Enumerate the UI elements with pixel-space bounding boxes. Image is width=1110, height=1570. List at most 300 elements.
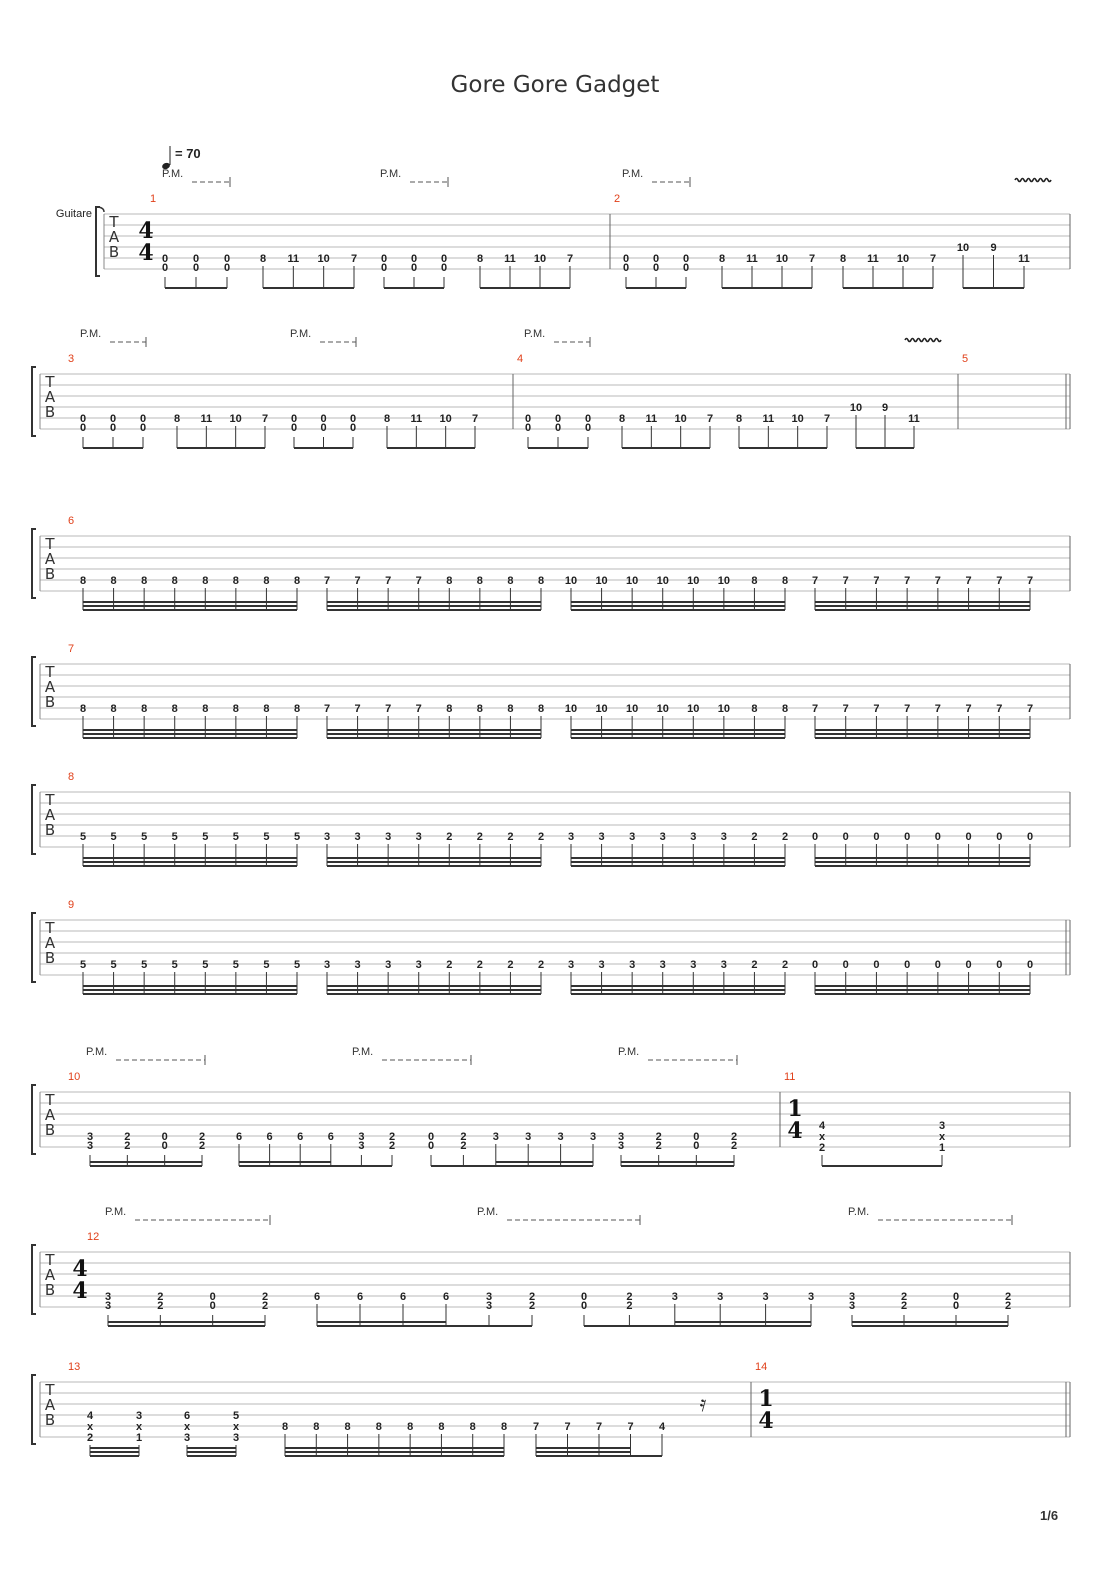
tab-letter-b: B [44, 821, 56, 839]
fret-number: 0 [811, 831, 819, 843]
fret-number: 7 [415, 703, 422, 715]
fret-number: 0 [223, 253, 231, 265]
system-bracket [32, 785, 36, 854]
fret-number: 10 [229, 413, 242, 425]
fret-number: 7 [566, 253, 574, 265]
fret-number: 2 [626, 1291, 633, 1303]
fret-number: 8 [263, 575, 270, 587]
fret-number: 5 [293, 831, 301, 843]
fret-number: 5 [141, 959, 148, 971]
time-signature-bottom: 4 [138, 240, 154, 266]
fret-number: 10 [775, 253, 789, 265]
fret-number: 8 [751, 575, 758, 587]
fret-number: 10 [896, 253, 910, 265]
fret-number: 7 [811, 703, 819, 715]
fret-number: 0 [290, 422, 298, 434]
fret-number: 0 [524, 422, 532, 434]
fret-number: 2 [388, 1140, 396, 1152]
fret-number: 2 [537, 959, 545, 971]
fret-number: 11 [504, 253, 516, 265]
fret-number: 5 [293, 959, 301, 971]
fret-number: 0 [349, 422, 357, 434]
tab-letter-b: B [44, 949, 56, 967]
dead-note: x [86, 1421, 94, 1433]
palm-mute-label: P.M. [162, 168, 184, 180]
fret-number: 0 [349, 413, 357, 425]
tab-letter-t: T [109, 213, 119, 231]
fret-number: 7 [595, 1421, 603, 1433]
fret-number: 0 [192, 262, 200, 274]
fret-number: 8 [839, 253, 847, 265]
fret-number: 8 [718, 253, 726, 265]
fret-number: 6 [235, 1131, 243, 1143]
tab-letter-a: A [44, 934, 56, 952]
system-bracket [32, 913, 36, 982]
fret-number: 0 [584, 422, 592, 434]
tab-letter-t: T [45, 373, 55, 391]
fret-number: 10 [687, 575, 700, 587]
fret-number: 3 [232, 1432, 240, 1444]
tab-letter-a: A [44, 1396, 56, 1414]
fret-number: 2 [388, 1131, 396, 1143]
fret-number: 7 [823, 413, 831, 425]
fret-number: 0 [693, 1131, 700, 1143]
fret-number: 8 [281, 1421, 289, 1433]
fret-number: 8 [618, 413, 626, 425]
fret-number: 6 [183, 1410, 191, 1422]
fret-number: 11 [410, 413, 423, 425]
fret-number: 10 [533, 253, 547, 265]
fret-number: 8 [141, 575, 148, 587]
fret-number: 8 [79, 703, 87, 715]
fret-number: 3 [323, 959, 331, 971]
fret-number: 5 [171, 959, 178, 971]
fret-number: 8 [171, 575, 178, 587]
fret-number: 8 [375, 1421, 382, 1433]
fret-number: 7 [873, 703, 880, 715]
fret-number: 7 [350, 253, 358, 265]
fret-number: 7 [904, 575, 911, 587]
fret-number: 3 [690, 959, 697, 971]
fret-number: 3 [720, 959, 727, 971]
fret-number: 0 [161, 1140, 168, 1152]
fret-number: 3 [86, 1131, 94, 1143]
fret-number: 0 [934, 959, 941, 971]
fret-number: 10 [849, 402, 863, 414]
fret-number: 8 [232, 703, 239, 715]
tab-letter-t: T [45, 1091, 55, 1109]
fret-number: 8 [446, 575, 453, 587]
fret-number: 0 [811, 959, 819, 971]
fret-number: 3 [629, 831, 636, 843]
fret-number: 7 [965, 575, 972, 587]
fret-number: 0 [965, 831, 972, 843]
fret-number: 7 [261, 413, 269, 425]
fret-number: 0 [440, 262, 448, 274]
fret-number: 10 [656, 575, 669, 587]
fret-number: 3 [104, 1291, 112, 1303]
fret-number: 3 [86, 1140, 94, 1152]
fret-number: 10 [717, 575, 730, 587]
fret-number: 2 [751, 959, 758, 971]
fret-number: 5 [110, 831, 117, 843]
fret-number: 0 [427, 1140, 435, 1152]
fret-number: 3 [525, 1131, 532, 1143]
fret-number: 2 [1004, 1300, 1012, 1312]
tab-letter-b: B [44, 1281, 56, 1299]
fret-number: 2 [446, 831, 453, 843]
fret-number: 8 [263, 703, 270, 715]
tab-letter-b: B [108, 243, 120, 261]
fret-number: 0 [904, 959, 911, 971]
fret-number: 8 [383, 413, 391, 425]
fret-number: 3 [567, 831, 575, 843]
fret-number: 8 [79, 575, 87, 587]
dead-note: x [938, 1131, 946, 1143]
fret-number: 11 [762, 413, 775, 425]
fret-number: 7 [354, 575, 361, 587]
measure-number: 7 [68, 643, 75, 655]
palm-mute-label: P.M. [524, 328, 546, 340]
fret-number: 3 [104, 1300, 112, 1312]
fret-number: 8 [344, 1421, 351, 1433]
palm-mute-label: P.M. [477, 1206, 499, 1218]
fret-number: 8 [110, 575, 117, 587]
fret-number: 0 [842, 831, 849, 843]
tab-letter-b: B [44, 1121, 56, 1139]
fret-number: 0 [161, 1131, 168, 1143]
tab-letter-t: T [45, 791, 55, 809]
fret-number: 0 [1026, 831, 1034, 843]
system-bracket [32, 1085, 36, 1154]
tab-letter-t: T [45, 1251, 55, 1269]
fret-number: 7 [385, 575, 392, 587]
fret-number: 2 [460, 1131, 467, 1143]
fret-number: 7 [996, 703, 1003, 715]
fret-number: 6 [266, 1131, 273, 1143]
fret-number: 3 [485, 1300, 493, 1312]
fret-number: 0 [652, 262, 660, 274]
fret-number: 0 [109, 413, 117, 425]
palm-mute-label: P.M. [848, 1206, 870, 1218]
fret-number: 6 [313, 1291, 321, 1303]
fret-number: 5 [79, 831, 87, 843]
fret-number: 8 [313, 1421, 320, 1433]
page-number: 1/6 [1040, 1508, 1059, 1523]
fret-number: 3 [848, 1291, 856, 1303]
fret-number: 8 [537, 703, 545, 715]
fret-number: 5 [202, 959, 209, 971]
fret-number: 3 [358, 1131, 365, 1143]
fret-number: 10 [564, 575, 578, 587]
fret-number: 0 [580, 1291, 588, 1303]
fret-number: 0 [622, 262, 630, 274]
fret-number: 3 [617, 1131, 625, 1143]
fret-number: 3 [598, 959, 605, 971]
fret-number: 10 [564, 703, 578, 715]
fret-number: 3 [358, 1140, 365, 1152]
fret-number: 7 [415, 575, 422, 587]
fret-number: 8 [293, 703, 301, 715]
tab-letter-a: A [44, 550, 56, 568]
fret-number: 3 [492, 1131, 499, 1143]
fret-number: 10 [439, 413, 452, 425]
fret-number: 5 [202, 831, 209, 843]
fret-number: 5 [232, 1410, 240, 1422]
fret-number: 0 [440, 253, 448, 265]
fret-number: 8 [202, 575, 209, 587]
fret-number: 9 [990, 242, 997, 254]
fret-number: 3 [354, 959, 361, 971]
palm-mute-label: P.M. [290, 328, 312, 340]
fret-number: 2 [124, 1131, 131, 1143]
measure-number: 6 [68, 515, 75, 527]
fret-number: 7 [808, 253, 816, 265]
fret-number: 0 [584, 413, 592, 425]
fret-number: 10 [674, 413, 687, 425]
tab-letter-t: T [45, 535, 55, 553]
fret-number: 3 [720, 831, 727, 843]
fret-number: 3 [848, 1300, 856, 1312]
system-bracket [32, 1245, 36, 1314]
fret-number: 5 [263, 831, 270, 843]
fret-number: 0 [682, 262, 690, 274]
measure-number: 1 [150, 193, 157, 205]
tab-letter-a: A [44, 1106, 56, 1124]
fret-number: 8 [202, 703, 209, 715]
fret-number: 7 [904, 703, 911, 715]
time-signature-bottom: 4 [72, 1278, 88, 1304]
fret-number: 0 [842, 959, 849, 971]
fret-number: 8 [507, 703, 514, 715]
fret-number: 6 [442, 1291, 450, 1303]
fret-number: 2 [446, 959, 453, 971]
fret-number: 0 [873, 959, 880, 971]
tab-letter-t: T [45, 663, 55, 681]
fret-number: 2 [157, 1291, 164, 1303]
fret-number: 8 [500, 1421, 508, 1433]
fret-number: 11 [1018, 253, 1030, 265]
system-bracket [32, 657, 36, 726]
fret-number: 0 [952, 1300, 960, 1312]
fret-number: 3 [485, 1291, 493, 1303]
fret-number: 0 [952, 1291, 960, 1303]
fret-number: 0 [380, 262, 388, 274]
fret-number: 0 [410, 262, 418, 274]
fret-number: 3 [671, 1291, 678, 1303]
fret-number: 2 [781, 959, 789, 971]
fret-number: 5 [232, 831, 239, 843]
fret-number: 8 [781, 703, 789, 715]
fret-number: 2 [261, 1300, 269, 1312]
palm-mute-label: P.M. [622, 168, 644, 180]
fret-number: 2 [198, 1140, 206, 1152]
fret-number: 8 [259, 253, 267, 265]
fret-number: 0 [209, 1300, 216, 1312]
fret-number: 5 [263, 959, 270, 971]
fret-number: 0 [554, 413, 562, 425]
fret-number: 7 [564, 1421, 571, 1433]
measure-number: 10 [68, 1071, 81, 1083]
fret-number: 10 [595, 575, 608, 587]
palm-mute-label: P.M. [105, 1206, 127, 1218]
fret-number: 7 [996, 575, 1003, 587]
fret-number: 5 [232, 959, 239, 971]
measure-number: 13 [68, 1361, 81, 1373]
fret-number: 1 [938, 1142, 946, 1154]
fret-number: 0 [554, 422, 562, 434]
time-signature-top: 1 [787, 1096, 803, 1122]
fret-number: 8 [141, 703, 148, 715]
fret-number: 0 [139, 422, 147, 434]
fret-number: 2 [730, 1140, 738, 1152]
fret-number: 0 [996, 959, 1003, 971]
fret-number: 0 [652, 253, 660, 265]
fret-number: 10 [687, 703, 700, 715]
fret-number: 0 [1026, 959, 1034, 971]
fret-number: 7 [1026, 703, 1034, 715]
fret-number: 4 [658, 1421, 666, 1433]
fret-number: 7 [323, 575, 331, 587]
fret-number: 4 [818, 1120, 826, 1132]
tab-letter-b: B [44, 1411, 56, 1429]
fret-number: 4 [86, 1410, 94, 1422]
fret-number: 3 [659, 831, 666, 843]
fret-number: 0 [380, 253, 388, 265]
dead-note: x [232, 1421, 240, 1433]
palm-mute-label: P.M. [80, 328, 102, 340]
fret-number: 2 [537, 831, 545, 843]
fret-number: 0 [996, 831, 1003, 843]
system-bracket [32, 529, 36, 598]
fret-number: 8 [407, 1421, 414, 1433]
fret-number: 10 [317, 253, 330, 265]
fret-number: 3 [135, 1410, 143, 1422]
fret-number: 8 [751, 703, 758, 715]
vibrato-mark [1015, 179, 1051, 182]
fret-number: 8 [537, 575, 545, 587]
fret-number: 0 [693, 1140, 700, 1152]
tab-letter-a: A [44, 388, 56, 406]
fret-number: 7 [929, 253, 937, 265]
fret-number: 10 [791, 413, 804, 425]
fret-number: 0 [934, 831, 941, 843]
fret-number: 8 [476, 253, 484, 265]
fret-number: 10 [717, 703, 730, 715]
fret-number: 7 [873, 575, 880, 587]
tab-letter-a: A [44, 678, 56, 696]
fret-number: 0 [524, 413, 532, 425]
fret-number: 10 [656, 703, 669, 715]
fret-number: 2 [900, 1291, 908, 1303]
fret-number: 2 [626, 1300, 633, 1312]
fret-number: 6 [356, 1291, 364, 1303]
fret-number: 7 [354, 703, 361, 715]
measure-number: 12 [87, 1231, 100, 1243]
fret-number: 0 [161, 253, 169, 265]
fret-number: 5 [79, 959, 87, 971]
fret-number: 0 [580, 1300, 588, 1312]
fret-number: 8 [446, 703, 453, 715]
measure-number: 9 [68, 899, 75, 911]
fret-number: 0 [904, 831, 911, 843]
palm-mute-label: P.M. [352, 1046, 374, 1058]
measure-number: 5 [962, 353, 969, 365]
fret-number: 2 [476, 959, 483, 971]
tab-letter-t: T [45, 919, 55, 937]
fret-number: 2 [507, 959, 514, 971]
fret-number: 7 [842, 575, 849, 587]
measure-number: 8 [68, 771, 75, 783]
fret-number: 8 [476, 575, 483, 587]
time-signature-top: 4 [72, 1256, 88, 1282]
fret-number: 3 [415, 959, 422, 971]
fret-number: 7 [842, 703, 849, 715]
vibrato-mark [905, 339, 941, 342]
fret-number: 2 [730, 1131, 738, 1143]
fret-number: 2 [751, 831, 758, 843]
palm-mute-label: P.M. [618, 1046, 640, 1058]
fret-number: 5 [141, 831, 148, 843]
tab-letter-t: T [45, 1381, 55, 1399]
fret-number: 2 [655, 1131, 662, 1143]
fret-number: 8 [110, 703, 117, 715]
fret-number: 0 [622, 253, 630, 265]
fret-number: 1 [135, 1432, 143, 1444]
fret-number: 8 [735, 413, 743, 425]
fret-number: 11 [746, 253, 758, 265]
fret-number: 7 [471, 413, 479, 425]
fret-number: 0 [161, 262, 169, 274]
fret-number: 3 [659, 959, 666, 971]
fret-number: 0 [427, 1131, 435, 1143]
dead-note: x [135, 1421, 143, 1433]
fret-number: 2 [198, 1131, 206, 1143]
fret-number: 3 [589, 1131, 597, 1143]
fret-number: 8 [781, 575, 789, 587]
fret-number: 7 [1026, 575, 1034, 587]
dead-note: x [183, 1421, 191, 1433]
fret-number: 6 [327, 1131, 334, 1143]
dead-note: x [818, 1131, 826, 1143]
tab-letter-a: A [44, 1266, 56, 1284]
fret-number: 0 [192, 253, 200, 265]
fret-number: 0 [79, 413, 87, 425]
tab-letter-a: A [108, 228, 120, 246]
fret-number: 6 [297, 1131, 304, 1143]
fret-number: 10 [626, 703, 639, 715]
fret-number: 8 [507, 575, 514, 587]
fret-number: 3 [598, 831, 605, 843]
fret-number: 3 [385, 959, 392, 971]
fret-number: 3 [617, 1140, 625, 1152]
measure-number: 3 [68, 353, 75, 365]
fret-number: 8 [293, 575, 301, 587]
fret-number: 7 [811, 575, 819, 587]
tab-letter-b: B [44, 403, 56, 421]
fret-number: 2 [528, 1300, 536, 1312]
fret-number: 7 [706, 413, 714, 425]
fret-number: 3 [762, 1291, 769, 1303]
fret-number: 2 [476, 831, 483, 843]
measure-number: 11 [784, 1071, 796, 1083]
system-bracket [32, 367, 36, 436]
fret-number: 8 [173, 413, 181, 425]
fret-number: 0 [139, 413, 147, 425]
fret-number: 3 [385, 831, 392, 843]
fret-number: 8 [438, 1421, 445, 1433]
fret-number: 6 [399, 1291, 407, 1303]
